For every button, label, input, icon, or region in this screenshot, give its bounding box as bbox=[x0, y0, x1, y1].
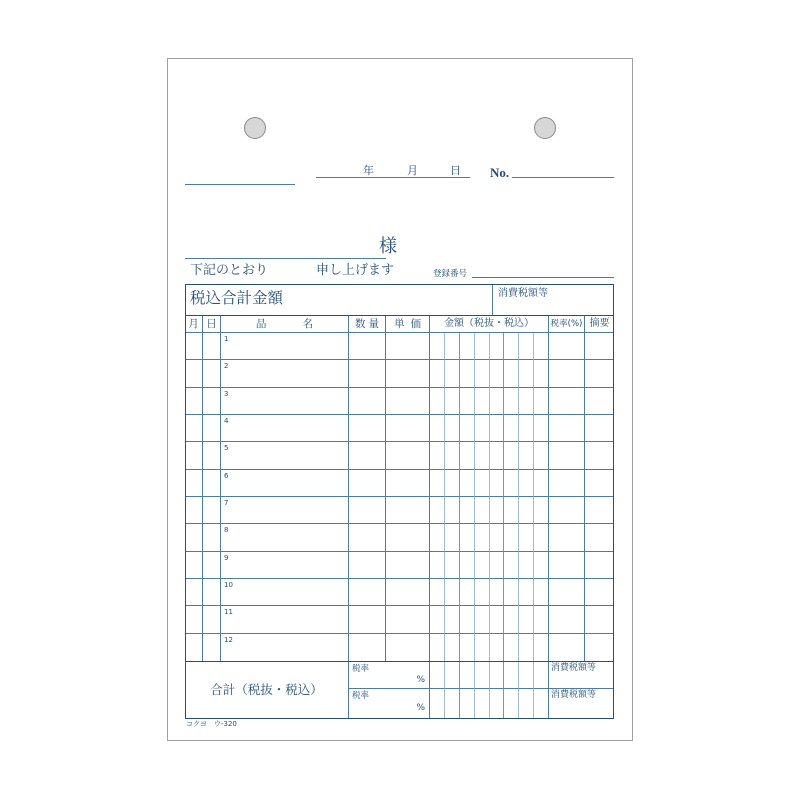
amount-digit-cell bbox=[534, 524, 549, 552]
amount-digit-cell bbox=[490, 333, 505, 360]
total-amount-digit-cell bbox=[504, 689, 519, 719]
summary-tax-label: 消費税額等 bbox=[498, 288, 548, 299]
remarks-cell bbox=[585, 470, 614, 497]
quantity-cell bbox=[349, 388, 386, 415]
amount-digit-cell bbox=[519, 606, 534, 634]
greeting-right: 申し上げます bbox=[316, 263, 395, 278]
tax-rate-cell bbox=[549, 524, 585, 552]
total-with-tax-cell bbox=[185, 284, 493, 316]
amount-digit-cell bbox=[534, 388, 549, 415]
day-cell bbox=[203, 579, 221, 606]
amount-digit-cell bbox=[475, 470, 490, 497]
total-amount-digit-cell bbox=[519, 662, 534, 689]
amount-digit-cell bbox=[504, 634, 519, 661]
tax-rate-label: 税率 bbox=[352, 690, 370, 701]
month-label: 月 bbox=[407, 164, 418, 177]
table-row bbox=[185, 442, 614, 470]
tax-rate-cell-2 bbox=[349, 689, 430, 719]
unit-price-cell bbox=[386, 579, 430, 606]
amount-digit-cell bbox=[504, 552, 519, 579]
amount-digit-cell bbox=[460, 634, 475, 661]
percent-sign: % bbox=[416, 675, 425, 685]
amount-digit-cell bbox=[519, 333, 534, 360]
unit-price-cell bbox=[386, 552, 430, 579]
invoice-number-line bbox=[512, 177, 614, 178]
amount-digit-cell bbox=[490, 415, 505, 442]
invoice-table bbox=[185, 284, 614, 719]
percent-sign: % bbox=[416, 702, 425, 713]
amount-digit-cell bbox=[430, 415, 445, 442]
day-cell bbox=[203, 470, 221, 497]
month-cell bbox=[185, 497, 203, 524]
total-amount-digit-cell bbox=[430, 662, 445, 689]
day-label: 日 bbox=[450, 164, 461, 177]
column-header-amount: 金額（税抜・税込） bbox=[430, 316, 549, 333]
amount-digit-cell bbox=[460, 552, 475, 579]
amount-digit-cell bbox=[445, 606, 460, 634]
tax-rate-cell bbox=[549, 442, 585, 470]
tax-rate-cell bbox=[549, 470, 585, 497]
amount-digit-cell bbox=[475, 579, 490, 606]
row-number: 6 bbox=[224, 472, 229, 480]
amount-digit-cell bbox=[534, 333, 549, 360]
row-number: 10 bbox=[224, 581, 233, 589]
remarks-cell bbox=[585, 360, 614, 388]
total-amount-digit-cell bbox=[475, 662, 490, 689]
month-cell bbox=[185, 415, 203, 442]
amount-digit-cell bbox=[430, 470, 445, 497]
day-cell bbox=[203, 360, 221, 388]
amount-digit-cell bbox=[490, 634, 505, 661]
tax-rate-cell bbox=[549, 497, 585, 524]
tax-rate-cell bbox=[549, 634, 585, 661]
amount-digit-cell bbox=[430, 442, 445, 470]
tax-rate-cell-1 bbox=[349, 662, 430, 689]
row-number: 4 bbox=[224, 417, 229, 425]
invoice-number-label: No. bbox=[490, 165, 510, 180]
total-amount-digit-cell bbox=[460, 662, 475, 689]
day-cell bbox=[203, 388, 221, 415]
quantity-cell bbox=[349, 579, 386, 606]
row-number: 5 bbox=[224, 444, 229, 452]
month-cell bbox=[185, 634, 203, 661]
item-name-cell bbox=[221, 360, 349, 388]
remarks-cell bbox=[585, 333, 614, 360]
punch-hole-right bbox=[534, 117, 556, 139]
amount-digit-cell bbox=[490, 497, 505, 524]
item-name-cell bbox=[221, 552, 349, 579]
remarks-cell bbox=[585, 388, 614, 415]
amount-digit-cell bbox=[460, 470, 475, 497]
amount-digit-cell bbox=[504, 524, 519, 552]
honorific: 様 bbox=[379, 236, 397, 257]
day-cell bbox=[203, 415, 221, 442]
amount-digit-cell bbox=[504, 606, 519, 634]
total-amount-digit-cell bbox=[504, 662, 519, 689]
table-body bbox=[185, 333, 614, 661]
unit-price-cell bbox=[386, 524, 430, 552]
amount-digit-cell bbox=[490, 360, 505, 388]
total-amount-digit-cell bbox=[490, 662, 505, 689]
amount-digit-cell bbox=[445, 634, 460, 661]
year-label: 年 bbox=[363, 164, 374, 177]
item-name-cell bbox=[221, 497, 349, 524]
remarks-cell bbox=[585, 524, 614, 552]
amount-digit-cell bbox=[490, 579, 505, 606]
day-cell bbox=[203, 442, 221, 470]
amount-digit-cell bbox=[430, 579, 445, 606]
row-number: 11 bbox=[224, 608, 233, 616]
amount-digit-cell bbox=[490, 442, 505, 470]
amount-digit-cell bbox=[475, 552, 490, 579]
amount-digit-cell bbox=[519, 579, 534, 606]
quantity-cell bbox=[349, 524, 386, 552]
item-name-cell bbox=[221, 524, 349, 552]
amount-digit-cell bbox=[534, 442, 549, 470]
month-cell bbox=[185, 333, 203, 360]
column-header-tax-rate: 税率(%) bbox=[549, 316, 585, 333]
consumption-tax-cell-2 bbox=[549, 689, 614, 719]
unit-price-cell bbox=[386, 360, 430, 388]
amount-digit-cell bbox=[504, 360, 519, 388]
invoice-sheet bbox=[167, 58, 633, 741]
amount-digit-cell bbox=[504, 470, 519, 497]
tax-rate-cell bbox=[549, 360, 585, 388]
amount-digit-cell bbox=[445, 579, 460, 606]
amount-digit-cell bbox=[490, 388, 505, 415]
amount-digit-cell bbox=[460, 524, 475, 552]
table-row bbox=[185, 552, 614, 579]
amount-digit-cell bbox=[430, 634, 445, 661]
amount-digit-cell bbox=[475, 333, 490, 360]
amount-digit-cell bbox=[460, 579, 475, 606]
remarks-cell bbox=[585, 415, 614, 442]
amount-digit-cell bbox=[534, 470, 549, 497]
item-name-cell bbox=[221, 388, 349, 415]
amount-digit-cell bbox=[445, 415, 460, 442]
table-row bbox=[185, 415, 614, 442]
amount-digit-cell bbox=[430, 552, 445, 579]
amount-digit-cell bbox=[445, 552, 460, 579]
amount-digit-cell bbox=[490, 552, 505, 579]
month-cell bbox=[185, 360, 203, 388]
table-row bbox=[185, 606, 614, 634]
month-cell bbox=[185, 524, 203, 552]
column-header-remarks: 摘要 bbox=[585, 316, 614, 333]
amount-digit-cell bbox=[534, 415, 549, 442]
remarks-cell bbox=[585, 442, 614, 470]
amount-digit-cell bbox=[460, 360, 475, 388]
day-cell bbox=[203, 497, 221, 524]
total-amount-digit-cell bbox=[475, 689, 490, 719]
table-row bbox=[185, 360, 614, 388]
total-amount-digit-cell bbox=[534, 662, 549, 689]
amount-digit-cell bbox=[475, 606, 490, 634]
day-cell bbox=[203, 606, 221, 634]
consumption-tax-label: 消費税額等 bbox=[551, 663, 597, 673]
amount-digit-cell bbox=[445, 388, 460, 415]
unit-price-cell bbox=[386, 606, 430, 634]
amount-digit-cell bbox=[430, 524, 445, 552]
month-cell bbox=[185, 579, 203, 606]
amount-digit-cell bbox=[475, 415, 490, 442]
amount-digit-cell bbox=[475, 442, 490, 470]
quantity-cell bbox=[349, 360, 386, 388]
amount-digit-cell bbox=[534, 360, 549, 388]
tax-rate-cell bbox=[549, 552, 585, 579]
table-header bbox=[185, 316, 614, 333]
total-amount-digit-cell bbox=[519, 689, 534, 719]
column-header-month: 月 bbox=[185, 316, 203, 333]
quantity-cell bbox=[349, 634, 386, 661]
amount-digit-cell bbox=[490, 524, 505, 552]
amount-digit-cell bbox=[445, 497, 460, 524]
row-number: 2 bbox=[224, 362, 229, 370]
total-with-tax-label: 税込合計金額 bbox=[190, 289, 284, 307]
amount-digit-cell bbox=[534, 497, 549, 524]
column-header-item-name: 品 名 bbox=[221, 316, 349, 333]
tax-rate-cell bbox=[549, 415, 585, 442]
amount-digit-cell bbox=[534, 634, 549, 661]
quantity-cell bbox=[349, 333, 386, 360]
amount-digit-cell bbox=[519, 470, 534, 497]
amount-digit-cell bbox=[504, 579, 519, 606]
amount-digit-cell bbox=[534, 552, 549, 579]
amount-digit-cell bbox=[475, 524, 490, 552]
tax-rate-cell bbox=[549, 333, 585, 360]
tax-rate-cell bbox=[549, 579, 585, 606]
amount-digit-cell bbox=[519, 634, 534, 661]
remarks-cell bbox=[585, 634, 614, 661]
punch-hole-left bbox=[244, 117, 266, 139]
day-cell bbox=[203, 524, 221, 552]
amount-digit-cell bbox=[519, 388, 534, 415]
summary-tax-cell bbox=[493, 284, 614, 316]
month-cell bbox=[185, 470, 203, 497]
amount-digit-cell bbox=[490, 470, 505, 497]
column-header-day: 日 bbox=[203, 316, 221, 333]
amount-digit-cell bbox=[460, 442, 475, 470]
remarks-cell bbox=[585, 552, 614, 579]
table-row bbox=[185, 497, 614, 524]
quantity-cell bbox=[349, 552, 386, 579]
amount-digit-cell bbox=[430, 360, 445, 388]
table-row bbox=[185, 333, 614, 360]
total-amount-digit-cell bbox=[490, 689, 505, 719]
column-header-unit-price: 単価 bbox=[386, 316, 430, 333]
unit-price-cell bbox=[386, 634, 430, 661]
amount-digit-cell bbox=[504, 442, 519, 470]
quantity-cell bbox=[349, 470, 386, 497]
amount-digit-cell bbox=[519, 497, 534, 524]
product-code: コクヨ ウ-320 bbox=[186, 720, 237, 728]
unit-price-cell bbox=[386, 388, 430, 415]
remarks-cell bbox=[585, 606, 614, 634]
amount-digit-cell bbox=[475, 388, 490, 415]
recipient-name-line bbox=[185, 258, 386, 259]
total-amount-digit-cell bbox=[445, 662, 460, 689]
row-number: 3 bbox=[224, 390, 229, 398]
item-name-cell bbox=[221, 442, 349, 470]
month-cell bbox=[185, 388, 203, 415]
amount-digit-cell bbox=[504, 415, 519, 442]
total-amount-digit-cell bbox=[534, 689, 549, 719]
month-cell bbox=[185, 442, 203, 470]
row-number: 8 bbox=[224, 526, 229, 534]
quantity-cell bbox=[349, 442, 386, 470]
month-cell bbox=[185, 552, 203, 579]
item-name-cell bbox=[221, 333, 349, 360]
consumption-tax-label: 消費税額等 bbox=[551, 689, 597, 700]
amount-digit-cell bbox=[445, 360, 460, 388]
total-amount-digit-cell bbox=[445, 689, 460, 719]
amount-digit-cell bbox=[430, 388, 445, 415]
amount-digit-cell bbox=[445, 470, 460, 497]
remarks-cell bbox=[585, 579, 614, 606]
amount-digit-cell bbox=[504, 333, 519, 360]
amount-digit-cell bbox=[445, 442, 460, 470]
item-name-cell bbox=[221, 634, 349, 661]
quantity-cell bbox=[349, 497, 386, 524]
amount-digit-cell bbox=[475, 634, 490, 661]
totals-section bbox=[185, 661, 614, 719]
amount-digit-cell bbox=[460, 497, 475, 524]
amount-digit-cell bbox=[460, 606, 475, 634]
tax-rate-label: 税率 bbox=[352, 664, 370, 674]
unit-price-cell bbox=[386, 470, 430, 497]
amount-digit-cell bbox=[534, 606, 549, 634]
amount-digit-cell bbox=[519, 524, 534, 552]
row-number: 7 bbox=[224, 499, 229, 507]
row-number: 9 bbox=[224, 554, 229, 562]
amount-digit-cell bbox=[460, 333, 475, 360]
item-name-cell bbox=[221, 470, 349, 497]
table-row bbox=[185, 579, 614, 606]
amount-digit-cell bbox=[504, 388, 519, 415]
unit-price-cell bbox=[386, 442, 430, 470]
quantity-cell bbox=[349, 606, 386, 634]
amount-digit-cell bbox=[534, 579, 549, 606]
tax-rate-cell bbox=[549, 606, 585, 634]
amount-digit-cell bbox=[490, 606, 505, 634]
item-name-cell bbox=[221, 579, 349, 606]
day-cell bbox=[203, 333, 221, 360]
row-number: 1 bbox=[224, 335, 229, 343]
table-row bbox=[185, 634, 614, 661]
month-cell bbox=[185, 606, 203, 634]
day-cell bbox=[203, 634, 221, 661]
summary-row bbox=[185, 284, 614, 316]
totals-label: 合計（税抜・税込） bbox=[185, 662, 349, 719]
remarks-cell bbox=[585, 497, 614, 524]
total-amount-digit-cell bbox=[430, 689, 445, 719]
table-row bbox=[185, 470, 614, 497]
amount-digit-cell bbox=[504, 497, 519, 524]
registration-number-line bbox=[472, 277, 614, 278]
amount-digit-cell bbox=[519, 415, 534, 442]
amount-digit-cell bbox=[475, 360, 490, 388]
tax-rate-cell bbox=[549, 388, 585, 415]
amount-digit-cell bbox=[430, 333, 445, 360]
total-amount-digit-cell bbox=[460, 689, 475, 719]
unit-price-cell bbox=[386, 415, 430, 442]
table-row bbox=[185, 388, 614, 415]
amount-digit-cell bbox=[519, 442, 534, 470]
date-line bbox=[316, 177, 470, 178]
column-header-quantity: 数量 bbox=[349, 316, 386, 333]
amount-digit-cell bbox=[519, 360, 534, 388]
table-row bbox=[185, 524, 614, 552]
amount-digit-cell bbox=[430, 606, 445, 634]
amount-digit-cell bbox=[445, 333, 460, 360]
unit-price-cell bbox=[386, 497, 430, 524]
amount-digit-cell bbox=[445, 524, 460, 552]
amount-digit-cell bbox=[475, 497, 490, 524]
greeting-left: 下記のとおり bbox=[190, 263, 269, 278]
unit-price-cell bbox=[386, 333, 430, 360]
day-cell bbox=[203, 552, 221, 579]
row-number: 12 bbox=[224, 636, 233, 644]
amount-digit-cell bbox=[430, 497, 445, 524]
registration-number-label: 登録番号 bbox=[433, 269, 468, 279]
amount-digit-cell bbox=[460, 388, 475, 415]
recipient-short-line bbox=[185, 184, 295, 185]
item-name-cell bbox=[221, 606, 349, 634]
quantity-cell bbox=[349, 415, 386, 442]
amount-digit-cell bbox=[460, 415, 475, 442]
consumption-tax-cell-1 bbox=[549, 662, 614, 689]
item-name-cell bbox=[221, 415, 349, 442]
amount-digit-cell bbox=[519, 552, 534, 579]
